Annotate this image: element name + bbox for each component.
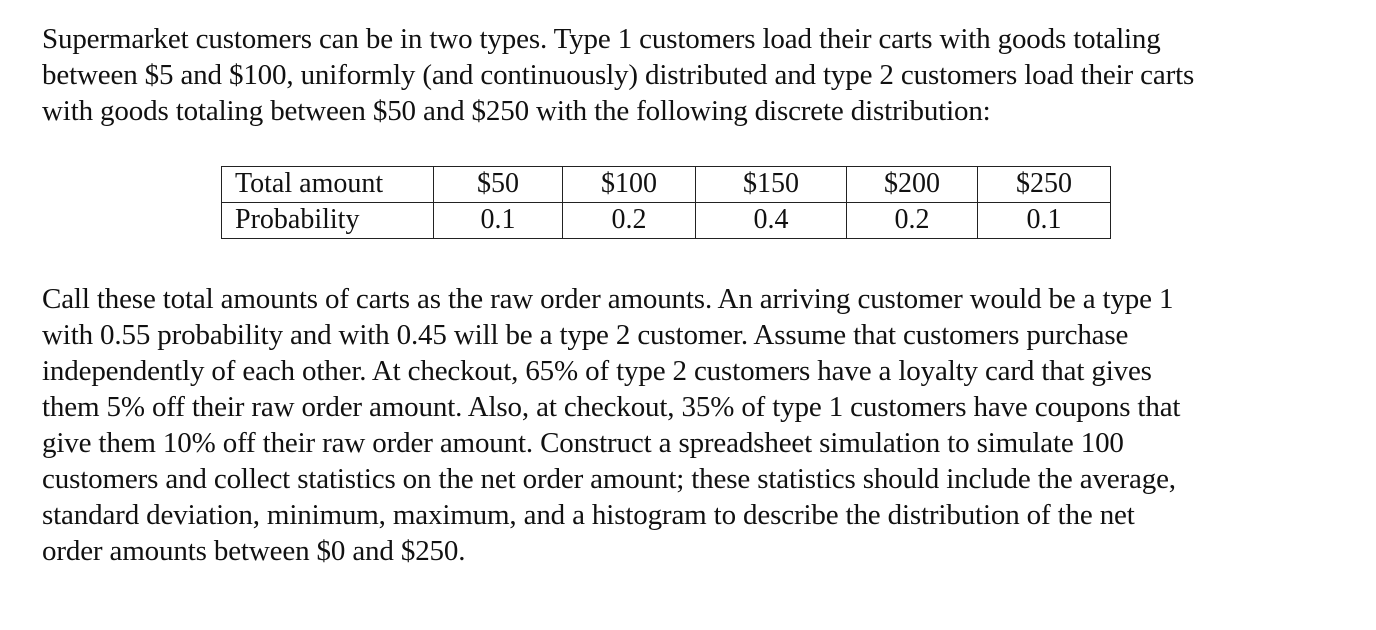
row-header-probability: Probability (222, 203, 434, 239)
table-cell-amount: $100 (563, 167, 696, 203)
type2-distribution-table (221, 166, 1111, 239)
table-cell-amount: $250 (978, 167, 1111, 203)
problem-line: with 0.55 probability and with 0.45 will be a type 2 customer. Assume that customers purchase (42, 319, 1129, 351)
table-cell-probability: 0.2 (847, 203, 978, 239)
intro-line: with goods totaling between $50 and $250 with the following discrete distribution: (42, 95, 991, 127)
table-cell-amount: $150 (696, 167, 847, 203)
table-cell-probability: 0.4 (696, 203, 847, 239)
problem-line: customers and collect statistics on the net order amount; these statistics should include the average, (42, 463, 1176, 495)
problem-paragraph (42, 281, 1180, 569)
table-cell-probability: 0.2 (563, 203, 696, 239)
intro-line: between $5 and $100, uniformly (and continuously) distributed and type 2 customers load their carts (42, 59, 1195, 91)
problem-line: Call these total amounts of carts as the raw order amounts. An arriving customer would be a type 1 (42, 283, 1174, 315)
table-row-amounts (222, 167, 1111, 203)
table-cell-probability: 0.1 (978, 203, 1111, 239)
problem-line: standard deviation, minimum, maximum, and a histogram to describe the distribution of the net (42, 499, 1135, 531)
problem-line: order amounts between $0 and $250. (42, 535, 466, 567)
intro-paragraph (42, 21, 1194, 129)
row-header-total-amount: Total amount (222, 167, 434, 203)
problem-line: independently of each other. At checkout, 65% of type 2 customers have a loyalty card that gives (42, 355, 1152, 387)
table-cell-amount: $50 (434, 167, 563, 203)
table-cell-amount: $200 (847, 167, 978, 203)
table-cell-probability: 0.1 (434, 203, 563, 239)
table-row-probabilities (222, 203, 1111, 239)
problem-line: them 5% off their raw order amount. Also, at checkout, 35% of type 1 customers have coupons that (42, 391, 1181, 423)
problem-line: give them 10% off their raw order amount. Construct a spreadsheet simulation to simulate 100 (42, 427, 1124, 459)
intro-line: Supermarket customers can be in two types. Type 1 customers load their carts with goods totaling (42, 23, 1161, 55)
